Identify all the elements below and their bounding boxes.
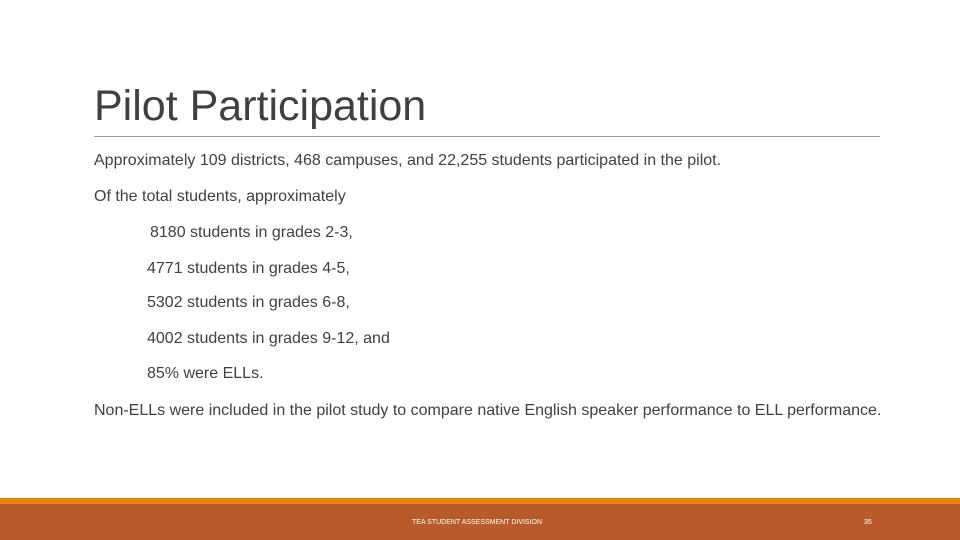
breakdown-item: 5302 students in grades 6-8, — [147, 294, 350, 311]
breakdown-item: 4771 students in grades 4-5, — [147, 260, 350, 277]
slide-title: Pilot Participation — [94, 82, 427, 130]
lead-text: Of the total students, approximately — [94, 188, 346, 205]
breakdown-item: 8180 students in grades 2-3, — [150, 224, 353, 241]
intro-text: Approximately 109 districts, 468 campuses, and 22,255 students participated in the pilot. — [94, 152, 722, 169]
closing-text: Non-ELLs were included in the pilot study to compare native English speaker performance to ELL performance. — [94, 402, 882, 419]
page-number: 35 — [864, 519, 872, 526]
breakdown-item: 4002 students in grades 9-12, and — [147, 330, 390, 347]
breakdown-item: 85% were ELLs. — [147, 365, 264, 382]
footer-label: TEA STUDENT ASSESSMENT DIVISION — [412, 519, 543, 526]
title-divider — [94, 136, 880, 137]
